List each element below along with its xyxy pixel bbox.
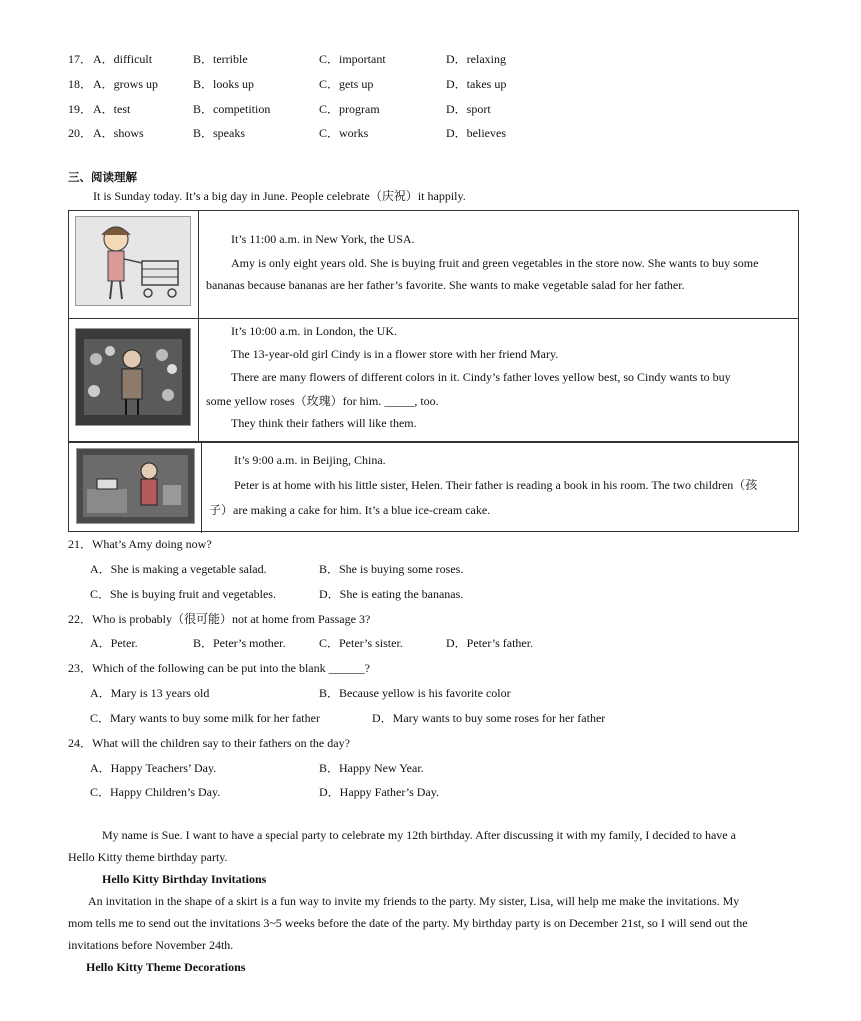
q21-option-d: D．She is eating the bananas. [319,587,464,601]
question-number: 17． [68,52,93,66]
q22-option-c: C．Peter’s sister. [319,636,403,650]
q23-option-c: C．Mary wants to buy some milk for her father [90,711,320,725]
q22-option-d: D．Peter’s father. [446,636,534,650]
question-number: 18． [68,77,93,91]
decorations-heading: Hello Kitty Theme Decorations [86,960,246,974]
q23-option-a: A．Mary is 13 years old [90,686,210,700]
text-cell [201,443,798,533]
sue-paragraph-1-line: My name is Sue. I want to have a special party to celebrate my 12th birthday. After discussing it with my family, I decided to have a [102,828,736,842]
sue-paragraph-1-line: Hello Kitty theme birthday party. [68,850,228,864]
q21-option-a: A．She is making a vegetable salad. [90,562,267,576]
option-c: C．works [319,126,369,140]
q24-option-d: D．Happy Father’s Day. [319,785,439,799]
option-d: D．sport [446,102,491,116]
option-a: A．shows [93,126,144,140]
q22-option-a: A．Peter. [90,636,138,650]
question-23-stem: 23．Which of the following can be put into the blank ______? [68,661,370,675]
option-a: A．grows up [93,77,158,91]
option-c: C．gets up [319,77,374,91]
q24-option-c: C．Happy Children’s Day. [90,785,221,799]
text-cell [198,319,798,441]
passage-line: Amy is only eight years old. She is buying fruit and green vegetables in the store now. She wants to buy some [231,256,759,270]
sue-paragraph-2-line: invitations before November 24th. [68,938,234,952]
passage-line: It’s 10:00 a.m. in London, the UK. [231,324,397,338]
image-cell [69,319,199,441]
passage-line: It’s 11:00 a.m. in New York, the USA. [231,232,415,246]
option-a: A．test [93,102,131,116]
passage-line: They think their fathers will like them. [231,416,417,430]
image-cell [69,443,202,533]
passage-row-2 [69,318,798,441]
passage-table [68,210,799,532]
passage-line: 子）are making a cake for him. It’s a blue ice-cream cake. [209,503,491,517]
image-cell [69,211,199,318]
option-c: C．important [319,52,386,66]
passage-line: some yellow roses（玫瑰）for him. _____, too. [206,394,439,408]
flower-store-picture [75,328,191,426]
q23-option-d: D．Mary wants to buy some roses for her father [372,711,606,725]
passage-line: There are many flowers of different colors in it. Cindy’s father loves yellow best, so Cindy wants to buy [231,370,731,384]
sue-paragraph-2-line: An invitation in the shape of a skirt is a fun way to invite my friends to the party. My sister, Lisa, will help me make the invitations. My [88,894,740,908]
option-c: C．program [319,102,380,116]
girl-shopping-cart-picture [75,216,191,306]
option-d: D．takes up [446,77,507,91]
passage-row-1 [69,211,798,318]
option-a: A．difficult [93,52,153,66]
passage-row-3 [69,441,798,533]
passage-line: It’s 9:00 a.m. in Beijing, China. [234,453,386,467]
q24-option-a: A．Happy Teachers’ Day. [90,761,217,775]
home-cake-picture [76,448,195,524]
section-heading: 三、阅读理解 [68,170,137,184]
question-24-stem: 24．What will the children say to their fathers on the day? [68,736,350,750]
text-cell [198,211,798,318]
q24-option-b: B．Happy New Year. [319,761,424,775]
option-b: B．terrible [193,52,248,66]
invitations-heading: Hello Kitty Birthday Invitations [102,872,267,886]
question-number: 20． [68,126,93,140]
passage-line: The 13-year-old girl Cindy is in a flower store with her friend Mary. [231,347,559,361]
question-21-stem: 21．What’s Amy doing now? [68,537,212,551]
option-b: B．competition [193,102,271,116]
question-number: 19． [68,102,93,116]
intro-text: It is Sunday today. It’s a big day in June. People celebrate（庆祝）it happily. [93,189,466,203]
question-22-stem: 22．Who is probably（很可能）not at home from Passage 3? [68,612,371,626]
q23-option-b: B．Because yellow is his favorite color [319,686,511,700]
q21-option-c: C．She is buying fruit and vegetables. [90,587,276,601]
sue-paragraph-2-line: mom tells me to send out the invitations 3~5 weeks before the date of the party. My birthday party is on December 21st, so I will send out the [68,916,748,930]
option-d: D．believes [446,126,506,140]
q21-option-b: B．She is buying some roses. [319,562,464,576]
option-b: B．speaks [193,126,245,140]
passage-line: bananas because bananas are her father’s favorite. She wants to make vegetable salad for her father. [206,278,685,292]
passage-line: Peter is at home with his little sister, Helen. Their father is reading a book in his room. The two children（孩 [234,478,758,492]
q22-option-b: B．Peter’s mother. [193,636,286,650]
option-d: D．relaxing [446,52,506,66]
option-b: B．looks up [193,77,255,91]
